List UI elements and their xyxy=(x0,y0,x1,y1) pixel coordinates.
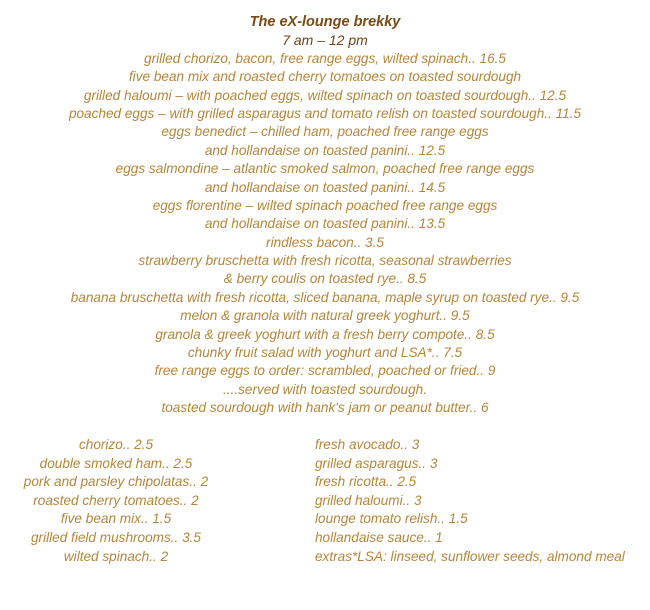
side-item: lounge tomato relish.. 1.5 xyxy=(315,511,468,527)
side-item: pork and parsley chipolatas.. 2 xyxy=(23,474,209,490)
side-item: roasted cherry tomatoes.. 2 xyxy=(33,492,199,508)
side-item: grilled asparagus.. 3 xyxy=(315,455,438,471)
menu-item-line: and hollandaise on toasted panini.. 13.5 xyxy=(204,216,446,232)
side-item: grilled field mushrooms.. 3.5 xyxy=(31,529,201,545)
side-item: double smoked ham.. 2.5 xyxy=(39,455,193,471)
menu-item-line: grilled chorizo, bacon, free range eggs, wilted spinach.. 16.5 xyxy=(144,50,506,66)
menu-item-line: eggs benedict – chilled ham, poached free range eggs xyxy=(161,124,489,140)
sides-right-column xyxy=(315,436,650,566)
menu-item-line: free range eggs to order: scrambled, poached or fried.. 9 xyxy=(154,363,496,379)
menu-hours: 7 am – 12 pm xyxy=(282,32,368,49)
side-item: fresh ricotta.. 2.5 xyxy=(315,474,417,490)
side-item: five bean mix.. 1.5 xyxy=(60,511,172,527)
menu-item-line: rindless bacon.. 3.5 xyxy=(266,234,384,250)
menu-title: The eX-lounge brekky xyxy=(249,14,401,30)
menu-item-line: chunky fruit salad with yoghurt and LSA*.. 7.5 xyxy=(187,345,463,361)
sides-left-column xyxy=(0,436,232,566)
menu-item-line: ....served with toasted sourdough. xyxy=(222,381,428,397)
side-item: wilted spinach.. 2 xyxy=(63,548,169,564)
menu-item-line: five bean mix and roasted cherry tomatoes on toasted sourdough xyxy=(128,69,522,85)
side-item: chorizo.. 2.5 xyxy=(78,437,154,452)
menu-item-line: eggs florentine – wilted spinach poached free range eggs xyxy=(152,197,498,213)
menu-item-line: and hollandaise on toasted panini.. 14.5 xyxy=(204,179,446,195)
menu-item-line: toasted sourdough with hank's jam or peanut butter.. 6 xyxy=(161,400,489,416)
menu-item-line: grilled haloumi – with poached eggs, wilted spinach on toasted sourdough.. 12.5 xyxy=(83,87,567,103)
side-item: fresh avocado.. 3 xyxy=(315,437,420,452)
menu-item-line: banana bruschetta with fresh ricotta, sliced banana, maple syrup on toasted rye.. 9.5 xyxy=(70,289,580,305)
menu-item-line: & berry coulis on toasted rye.. 8.5 xyxy=(223,271,427,287)
menu-item-line: melon & granola with natural greek yoghurt.. 9.5 xyxy=(180,308,470,324)
extras-note: extras*LSA: linseed, sunflower seeds, almond meal xyxy=(315,548,625,564)
menu-item-line: poached eggs – with grilled asparagus and tomato relish on toasted sourdough.. 11.5 xyxy=(68,105,582,121)
side-item: grilled haloumi.. 3 xyxy=(315,492,422,508)
breakfast-menu xyxy=(0,13,650,418)
menu-main-section xyxy=(0,13,650,418)
menu-item-line: granola & greek yoghurt with a fresh berry compote.. 8.5 xyxy=(155,326,495,342)
menu-item-line: eggs salmondine – atlantic smoked salmon, poached free range eggs xyxy=(115,161,535,177)
menu-item-line: and hollandaise on toasted panini.. 12.5 xyxy=(204,142,446,158)
menu-item-line: strawberry bruschetta with fresh ricotta, seasonal strawberries xyxy=(138,253,512,269)
side-item: hollandaise sauce.. 1 xyxy=(315,529,443,545)
